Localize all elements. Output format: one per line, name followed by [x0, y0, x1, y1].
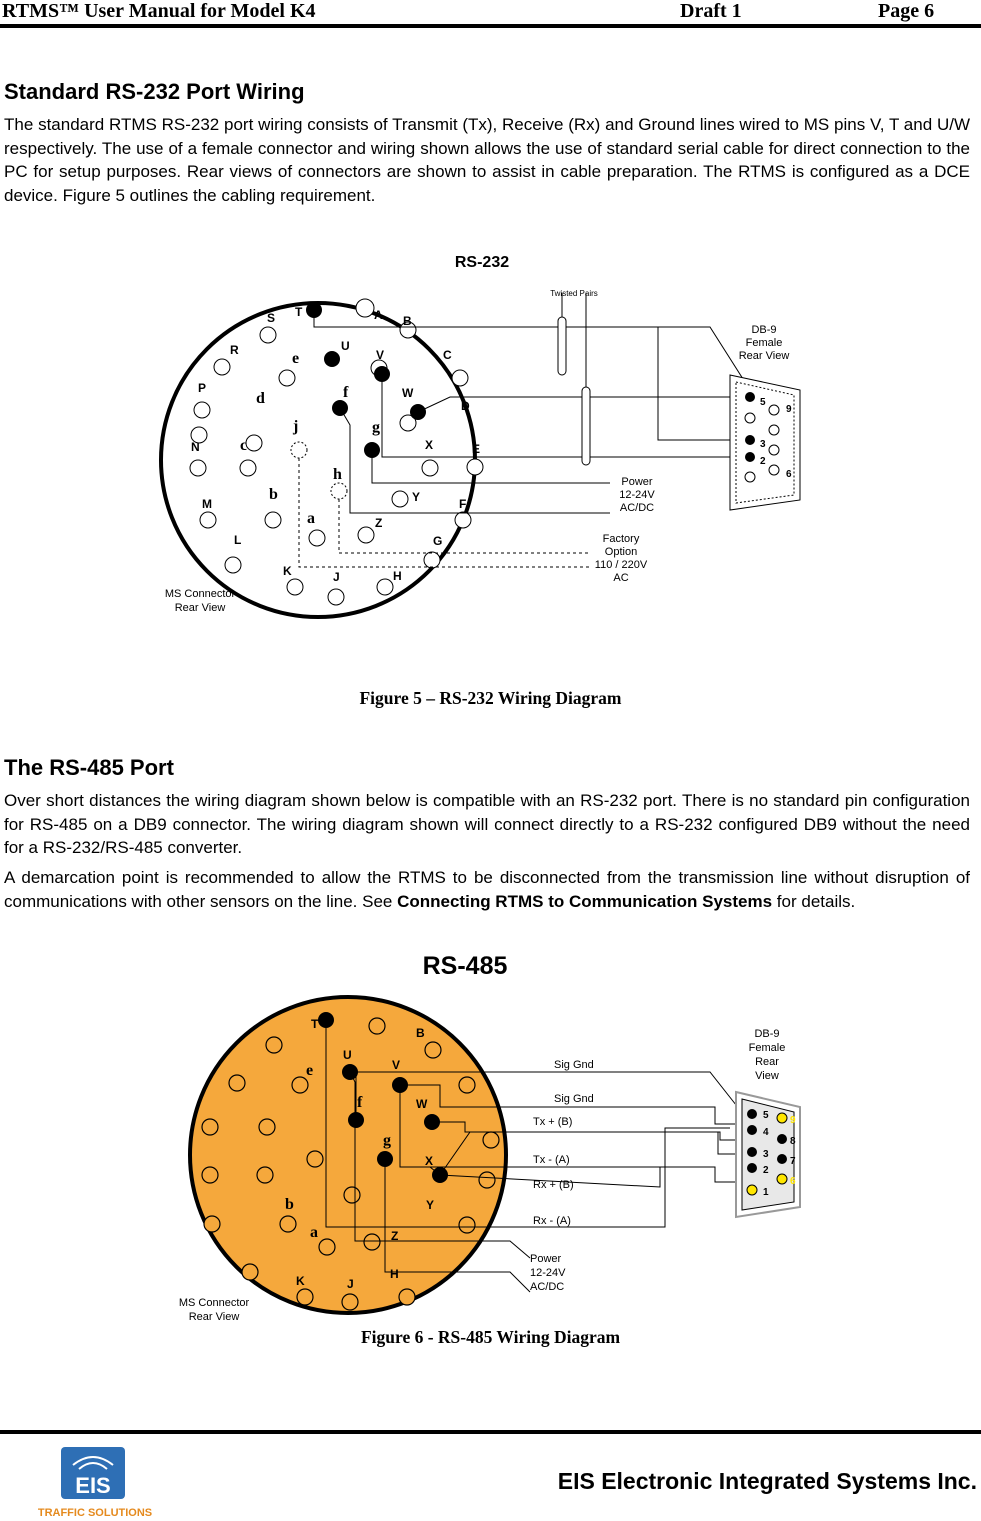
svg-text:B: B [403, 314, 412, 328]
svg-text:Sig Gnd: Sig Gnd [554, 1093, 594, 1105]
svg-text:2: 2 [760, 456, 766, 467]
svg-text:DB-9: DB-9 [751, 324, 777, 336]
svg-text:f: f [343, 384, 349, 401]
svg-text:AC/DC: AC/DC [530, 1281, 565, 1293]
svg-text:Z: Z [391, 1229, 399, 1243]
svg-text:AC: AC [613, 572, 629, 584]
svg-text:12-24V: 12-24V [530, 1267, 566, 1279]
svg-text:Y: Y [412, 490, 421, 504]
svg-text:U: U [341, 339, 350, 353]
svg-text:Power: Power [530, 1253, 562, 1265]
ms-connector-body-rs485 [190, 997, 506, 1313]
svg-text:b: b [269, 486, 278, 503]
svg-text:M: M [202, 497, 212, 511]
svg-text:Sig Gnd: Sig Gnd [554, 1059, 594, 1071]
svg-text:Option: Option [604, 546, 638, 558]
svg-text:Female: Female [745, 337, 783, 349]
svg-text:5: 5 [760, 397, 766, 408]
svg-text:a: a [310, 1224, 318, 1241]
figure6-caption: Figure 6 - RS-485 Wiring Diagram [360, 1327, 621, 1347]
page-header [0, 0, 981, 22]
svg-text:B: B [416, 1026, 425, 1040]
cross-reference-link: Connecting RTMS to Communication Systems [397, 891, 773, 911]
svg-text:X: X [425, 1154, 434, 1168]
figure5-caption: Figure 5 – RS-232 Wiring Diagram [359, 688, 622, 708]
svg-text:C: C [443, 348, 452, 362]
svg-text:S: S [267, 311, 276, 325]
svg-text:X: X [425, 438, 434, 452]
page-number: Page 6 [878, 0, 935, 22]
figure6-title: RS-485 [422, 952, 508, 980]
svg-text:Tx - (A): Tx - (A) [533, 1154, 570, 1166]
svg-text:6: 6 [786, 469, 792, 480]
svg-text:Rear View: Rear View [738, 350, 790, 362]
svg-text:TRAFFIC SOLUTIONS: TRAFFIC SOLUTIONS [37, 1507, 153, 1519]
svg-text:W: W [402, 386, 414, 400]
svg-text:T: T [311, 1017, 319, 1031]
svg-text:9: 9 [786, 404, 792, 415]
twisted-pairs-label: Twisted Pairs [550, 289, 598, 298]
svg-text:EIS: EIS [75, 1473, 111, 1498]
svg-text:8: 8 [790, 1136, 796, 1147]
svg-text:Factory: Factory [602, 533, 640, 545]
svg-text:d: d [256, 390, 265, 407]
rs232-wiring-diagram [150, 245, 830, 635]
eis-logo [15, 1445, 175, 1519]
svg-text:1: 1 [763, 1187, 769, 1198]
svg-text:E: E [472, 442, 481, 456]
svg-text:4: 4 [763, 1127, 769, 1138]
svg-text:DB-9: DB-9 [754, 1028, 780, 1040]
svg-text:Rx - (A): Rx - (A) [533, 1215, 571, 1227]
svg-text:12-24V: 12-24V [619, 489, 655, 501]
svg-text:Tx + (B): Tx + (B) [533, 1116, 573, 1128]
svg-text:K: K [283, 564, 292, 578]
svg-text:N: N [191, 440, 200, 454]
figure5-title: RS-232 [454, 254, 510, 271]
svg-text:5: 5 [763, 1110, 769, 1121]
svg-text:g: g [372, 419, 380, 436]
svg-text:W: W [416, 1097, 428, 1111]
svg-text:e: e [292, 350, 300, 367]
svg-text:110 / 220V: 110 / 220V [594, 559, 648, 571]
svg-text:R: R [230, 343, 239, 357]
svg-text:2: 2 [763, 1165, 769, 1176]
draft-label: Draft 1 [680, 0, 742, 22]
svg-text:j: j [293, 418, 299, 435]
section-heading-rs485: The RS-485 Port [4, 755, 174, 780]
svg-text:K: K [296, 1274, 305, 1288]
manual-title: RTMS™ User Manual for Model K4 [2, 0, 316, 22]
svg-text:Rear View: Rear View [174, 602, 226, 614]
svg-text:H: H [390, 1267, 399, 1281]
svg-text:f: f [357, 1094, 363, 1111]
svg-text:View: View [755, 1070, 779, 1082]
footer-rule [0, 1430, 981, 1434]
svg-text:F: F [459, 497, 467, 511]
svg-text:6: 6 [790, 1176, 796, 1187]
svg-text:V: V [392, 1058, 401, 1072]
section-paragraph-rs485-1: Over short distances the wiring diagram shown below is compatible with an RS-232 port. There is no standard pin configuration for RS-485 on a DB9 connector. The wiring diagram shown will connect directly to a RS-232 configured DB9 without the need for a RS-232/RS-485 converter. [4, 791, 970, 857]
svg-text:U: U [343, 1048, 352, 1062]
svg-text:Z: Z [375, 516, 383, 530]
svg-text:MS Connector: MS Connector [164, 588, 236, 600]
svg-text:V: V [376, 348, 385, 362]
svg-text:D: D [461, 399, 470, 413]
svg-text:L: L [234, 533, 242, 547]
svg-text:3: 3 [763, 1149, 769, 1160]
svg-text:J: J [333, 570, 340, 584]
header-rule [0, 24, 981, 28]
svg-text:G: G [433, 534, 443, 548]
svg-text:Rx + (B): Rx + (B) [533, 1179, 574, 1191]
section-heading-rs232: Standard RS-232 Port Wiring [4, 79, 305, 104]
company-name: EIS Electronic Integrated Systems Inc. [557, 1468, 977, 1494]
svg-text:AC/DC: AC/DC [619, 502, 655, 514]
svg-text:Power: Power [621, 476, 653, 488]
svg-text:Rear View: Rear View [188, 1311, 240, 1323]
svg-text:J: J [347, 1277, 354, 1291]
svg-text:MS Connector: MS Connector [178, 1297, 250, 1309]
svg-text:a: a [307, 510, 315, 527]
section-paragraph-rs232: The standard RTMS RS-232 port wiring consists of Transmit (Tx), Receive (Rx) and Ground lines wired to MS pins V, T and U/W respectively. The use of a female connector and wiring shown allows the use of standard serial cable for direct connection to the PC for setup purposes. Rear views of connectors are shown to assist in cable preparation. The RTMS is configured as a DCE device. Figure 5 outlines the cabling requirement. [4, 115, 970, 205]
svg-text:c: c [240, 437, 248, 454]
svg-text:7: 7 [790, 1156, 796, 1167]
svg-text:g: g [383, 1132, 391, 1149]
svg-text:Rear: Rear [755, 1056, 779, 1068]
rs485-wiring-diagram [170, 942, 810, 1327]
svg-text:P: P [198, 381, 207, 395]
svg-text:h: h [333, 466, 342, 483]
svg-text:H: H [393, 569, 402, 583]
svg-text:e: e [306, 1062, 314, 1079]
svg-text:A: A [374, 308, 383, 322]
svg-text:b: b [285, 1196, 294, 1213]
svg-text:Y: Y [426, 1198, 435, 1212]
svg-text:9: 9 [790, 1115, 796, 1126]
svg-text:3: 3 [760, 439, 766, 450]
svg-text:T: T [295, 305, 303, 319]
svg-text:Female: Female [748, 1042, 786, 1054]
section-paragraph-rs485-2: A demarcation point is recommended to allow the RTMS to be disconnected from the transmission line without disruption of communications with other sensors on the line. See Connecting RTMS to Communication Systems for details. [4, 868, 970, 911]
